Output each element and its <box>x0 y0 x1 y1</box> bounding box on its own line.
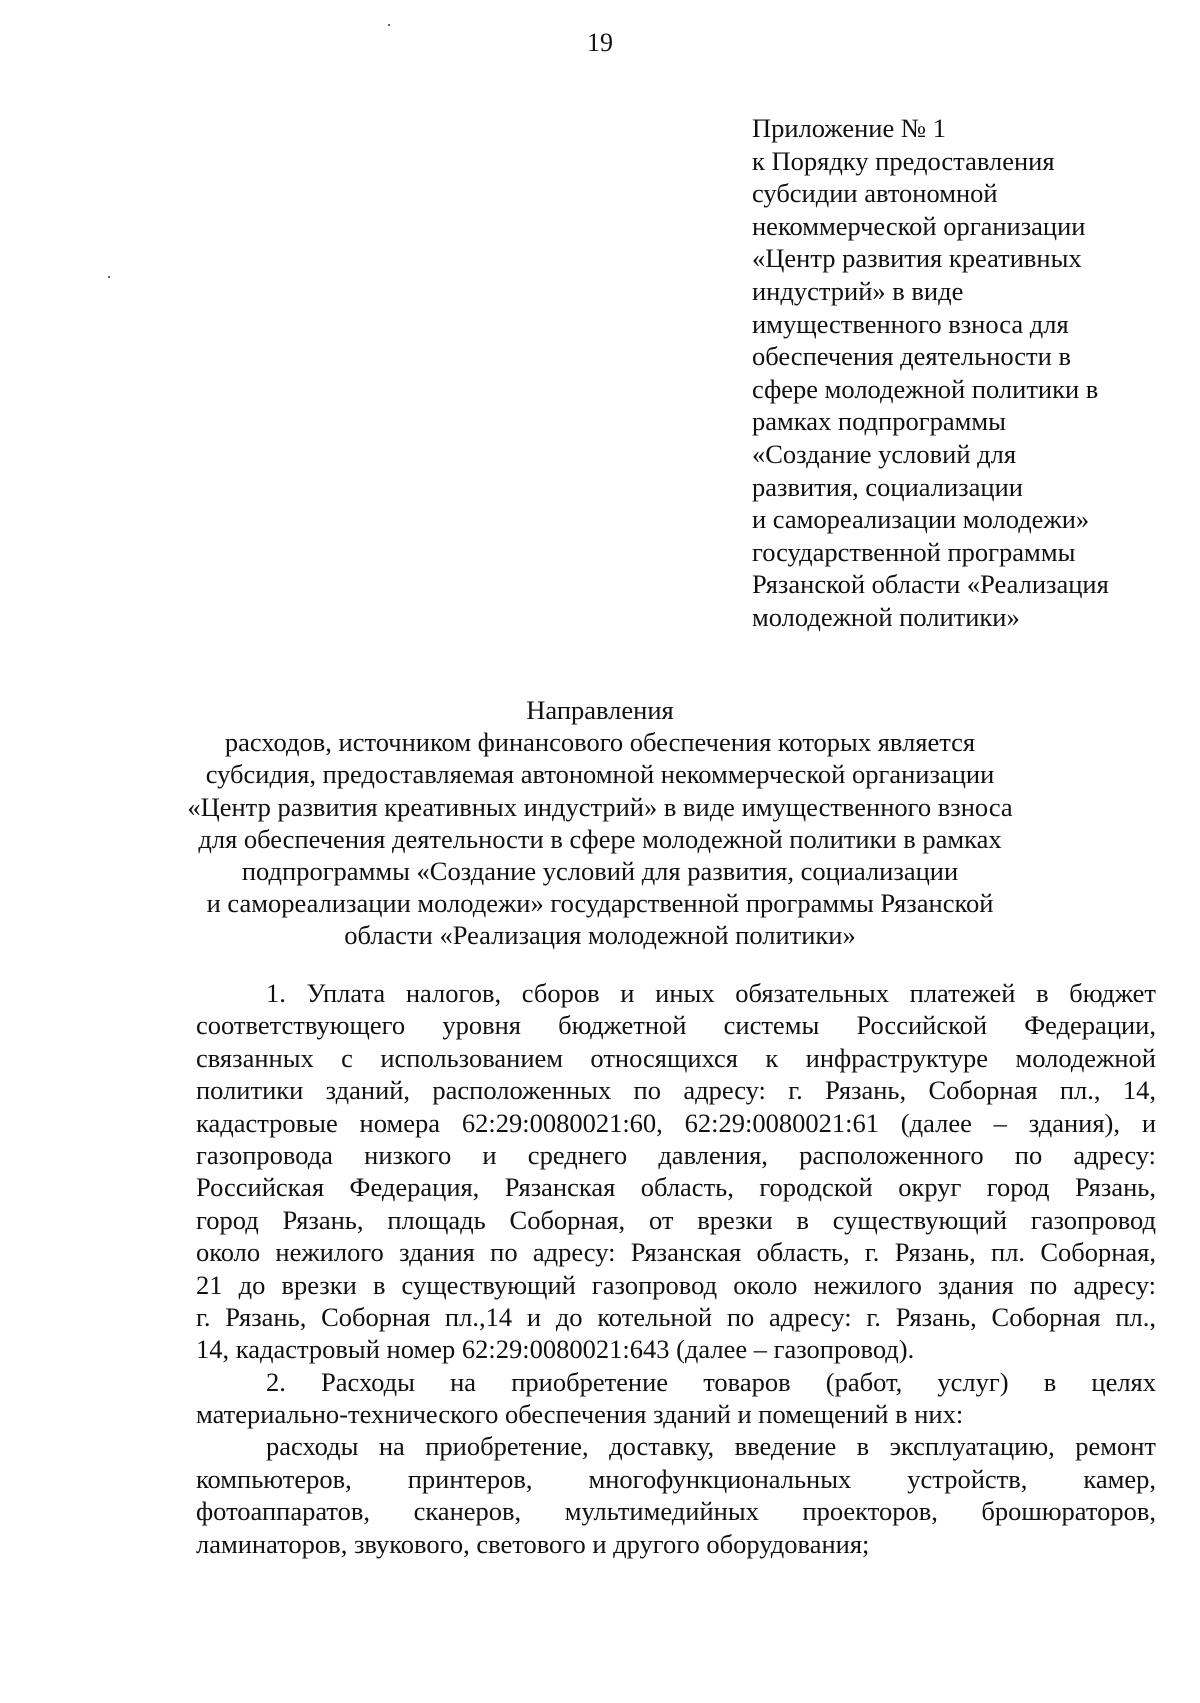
appendix-line: субсидии автономной <box>752 178 998 209</box>
paragraph-1-line: 14, кадастровый номер 62:29:0080021:643 (далее – газопровод). <box>196 1334 915 1365</box>
appendix-line: обеспечения деятельности в <box>752 341 1071 372</box>
heading-line: расходов, источником финансового обеспечения которых является <box>224 727 976 758</box>
appendix-title: Приложение № 1 <box>752 113 947 143</box>
appendix-line: молодежной политики» <box>752 601 1020 632</box>
paragraph-3-line: фотоаппаратов, сканеров, мультимедийных проекторов, брошюраторов, <box>196 1496 1156 1527</box>
scan-speck <box>108 276 110 278</box>
appendix-line: развития, социализации <box>752 471 1023 502</box>
paragraph-1-line: 1. Уплата налогов, сборов и иных обязательных платежей в бюджет <box>266 978 1156 1008</box>
paragraph-1-line: связанных с использованием относящихся к инфраструктуре молодежной <box>196 1042 1156 1073</box>
paragraph-1-line: соответствующего уровня бюджетной системы Российской Федерации, <box>196 1010 1156 1041</box>
heading-line: подпрограммы «Создание условий для развития, социализации <box>241 856 959 887</box>
appendix-line: «Центр развития креативных <box>752 243 1082 274</box>
scan-speck <box>388 24 390 26</box>
paragraph-3-line: компьютеров, принтеров, многофункциональных устройств, камер, <box>196 1463 1156 1494</box>
paragraph-1-line: газопровода низкого и среднего давления, расположенного по адресу: <box>196 1139 1156 1170</box>
paragraph-1-line: политики зданий, расположенных по адресу: г. Рязань, Соборная пл., 14, <box>196 1075 1156 1106</box>
appendix-line: рамках подпрограммы <box>752 406 1006 437</box>
paragraph-1-line: 21 до врезки в существующий газопровод около нежилого здания по адресу: <box>196 1269 1156 1300</box>
paragraph-2-line: материально-технического обеспечения зданий и помещений в них: <box>196 1399 964 1430</box>
heading-title: Направления <box>526 695 674 725</box>
appendix-line: к Порядку предоставления <box>752 145 1055 176</box>
body-text <box>196 977 1156 1560</box>
appendix-line: Рязанской области «Реализация <box>752 569 1109 600</box>
heading-line: области «Реализация молодежной политики» <box>344 920 856 951</box>
paragraph-1-line: г. Рязань, Соборная пл.,14 и до котельной по адресу: г. Рязань, Соборная пл., <box>196 1301 1156 1332</box>
paragraph-3-line: расходы на приобретение, доставку, введение в эксплуатацию, ремонт <box>266 1431 1156 1462</box>
heading-line: для обеспечения деятельности в сфере молодежной политики в рамках <box>198 823 1002 854</box>
heading-line: и самореализации молодежи» государственной программы Рязанской <box>206 888 994 919</box>
appendix-line: «Создание условий для <box>752 438 1017 469</box>
document-heading <box>0 694 1200 952</box>
paragraph-1-line: Российская Федерация, Рязанская область, городской округ город Рязань, <box>196 1172 1156 1203</box>
heading-line: «Центр развития креативных индустрий» в виде имущественного взноса <box>187 791 1013 822</box>
appendix-line: и самореализации молодежи» <box>752 504 1090 535</box>
appendix-line: имущественного взноса для <box>752 308 1069 339</box>
appendix-line: сфере молодежной политики в <box>752 373 1099 404</box>
appendix-block <box>752 112 1172 634</box>
appendix-line: некоммерческой организации <box>752 210 1086 241</box>
appendix-line: индустрий» в виде <box>752 275 964 306</box>
paragraph-1-line: кадастровые номера 62:29:0080021:60, 62:29:0080021:61 (далее – здания), и <box>196 1107 1156 1138</box>
paragraph-2-line: 2. Расходы на приобретение товаров (работ, услуг) в целях <box>266 1366 1156 1397</box>
appendix-line: государственной программы <box>752 536 1076 567</box>
heading-line: субсидия, предоставляемая автономной некоммерческой организации <box>205 759 995 790</box>
paragraph-1-line: город Рязань, площадь Соборная, от врезки в существующий газопровод <box>196 1204 1156 1235</box>
paragraph-1-line: около нежилого здания по адресу: Рязанская область, г. Рязань, пл. Соборная, <box>196 1237 1156 1268</box>
paragraph-3-line: ламинаторов, звукового, светового и другого оборудования; <box>196 1528 870 1559</box>
page-number: 19 <box>587 28 613 57</box>
